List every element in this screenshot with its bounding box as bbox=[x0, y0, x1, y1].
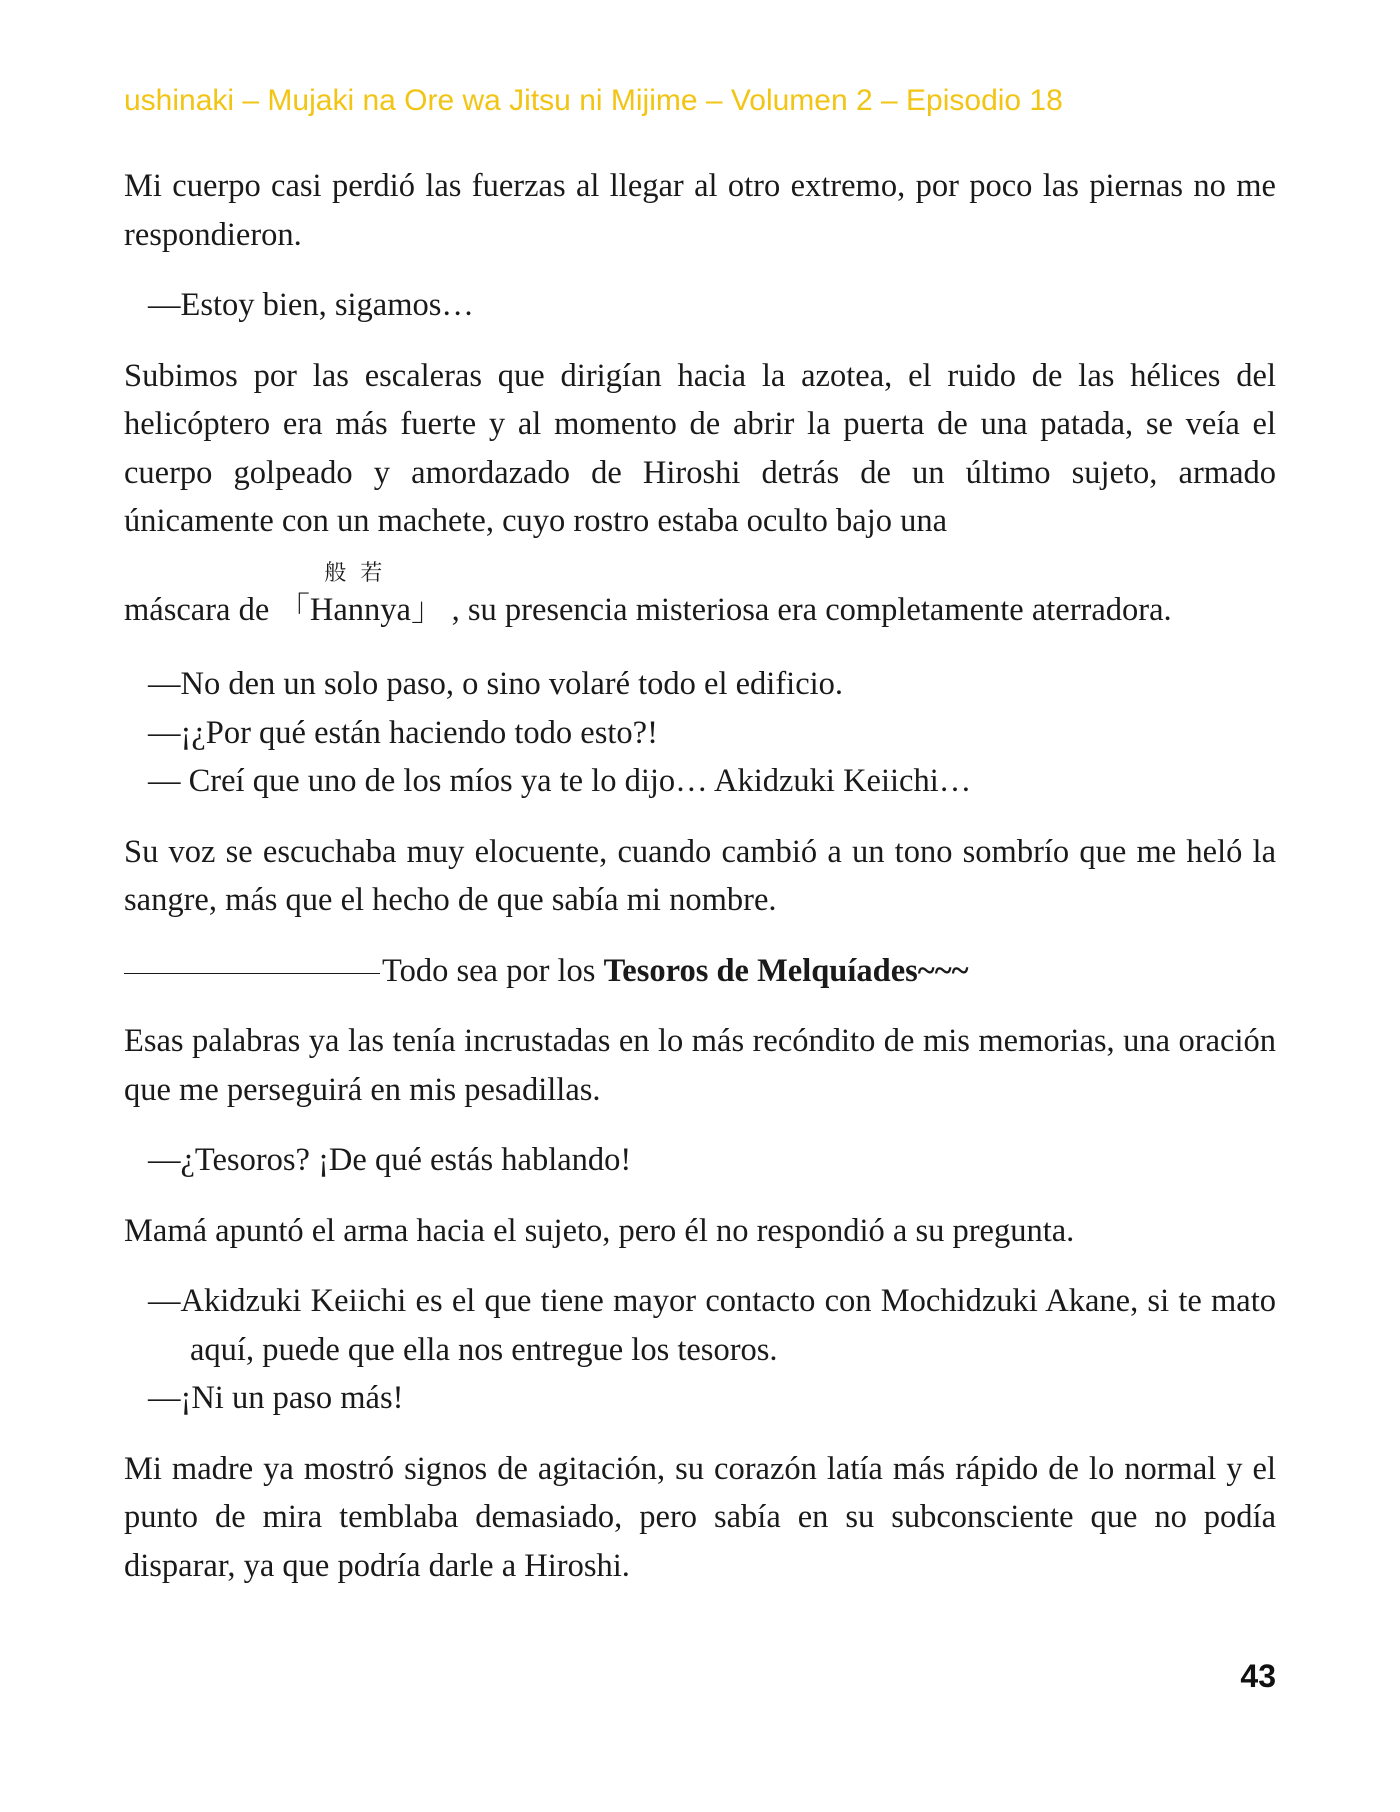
paragraph: Su voz se escuchaba muy elocuente, cuando cambió a un tono sombrío que me heló la sangre, más que el hecho de que sabía mi nombre. bbox=[124, 833, 1276, 918]
paragraph: Mamá apuntó el arma hacia el sujeto, pero él no respondió a su pregunta. bbox=[124, 1212, 1075, 1249]
dialogue-line: —Akidzuki Keiichi es el que tiene mayor contacto con Mochidzuki Akane, si te mato aquí, puede que ella nos entregue los tesoros. bbox=[148, 1283, 1276, 1368]
paragraph-fragment: máscara de bbox=[124, 591, 278, 628]
long-dash-rule bbox=[124, 973, 380, 974]
dialogue-line: —Estoy bien, sigamos… bbox=[148, 287, 474, 323]
dialogue-line: — Creí que uno de los míos ya te lo dijo… Akidzuki Keiichi… bbox=[148, 763, 972, 799]
dialogue-line: —¿Tesoros? ¡De qué estás hablando! bbox=[148, 1142, 632, 1178]
ruby-annotated-word bbox=[277, 560, 444, 635]
paragraph-fragment: , su presencia misteriosa era completamente aterradora. bbox=[451, 591, 1172, 628]
page-number: 43 bbox=[1240, 1658, 1276, 1694]
dialogue-line: —¡Ni un paso más! bbox=[148, 1380, 404, 1416]
scene-line bbox=[124, 947, 1276, 996]
running-header: ushinaki – Mujaki na Ore wa Jitsu ni Mijime – Volumen 2 – Episodio 18 bbox=[124, 84, 1063, 117]
paragraph: Subimos por las escaleras que dirigían hacia la azotea, el ruido de las hélices del helicóptero era más fuerte y al momento de abrir la puerta de una patada, se veía el cuerpo golpeado y amordazado de Hiroshi detrás de un último sujeto, armado únicamente con un machete, cuyo rostro estaba oculto bajo una bbox=[124, 357, 1276, 539]
dialogue-line: —¡¿Por qué están haciendo todo esto?! bbox=[148, 714, 658, 751]
paragraph-with-ruby bbox=[124, 560, 1276, 635]
ruby-base-text: 「Hannya」 bbox=[277, 591, 444, 628]
dialogue-line: —No den un solo paso, o sino volaré todo el edificio. bbox=[148, 666, 844, 702]
paragraph: Mi madre ya mostró signos de agitación, su corazón latía más rápido de lo normal y el punto de mira temblaba demasiado, pero sabía en su subconsciente que no podía disparar, ya que podría darle a Hiroshi. bbox=[124, 1450, 1276, 1584]
paragraph: Esas palabras ya las tenía incrustadas en lo más recóndito de mis memorias, una oración que me perseguirá en mis pesadillas. bbox=[124, 1023, 1276, 1108]
paragraph: Mi cuerpo casi perdió las fuerzas al llegar al otro extremo, por poco las piernas no me respondieron. bbox=[124, 168, 1276, 253]
body-text bbox=[124, 162, 1276, 1590]
scene-line-bold: Tesoros de Melquíades~~~ bbox=[603, 952, 969, 989]
ruby-text: 般若 bbox=[324, 560, 397, 586]
scene-line-text: Todo sea por los bbox=[382, 952, 604, 989]
